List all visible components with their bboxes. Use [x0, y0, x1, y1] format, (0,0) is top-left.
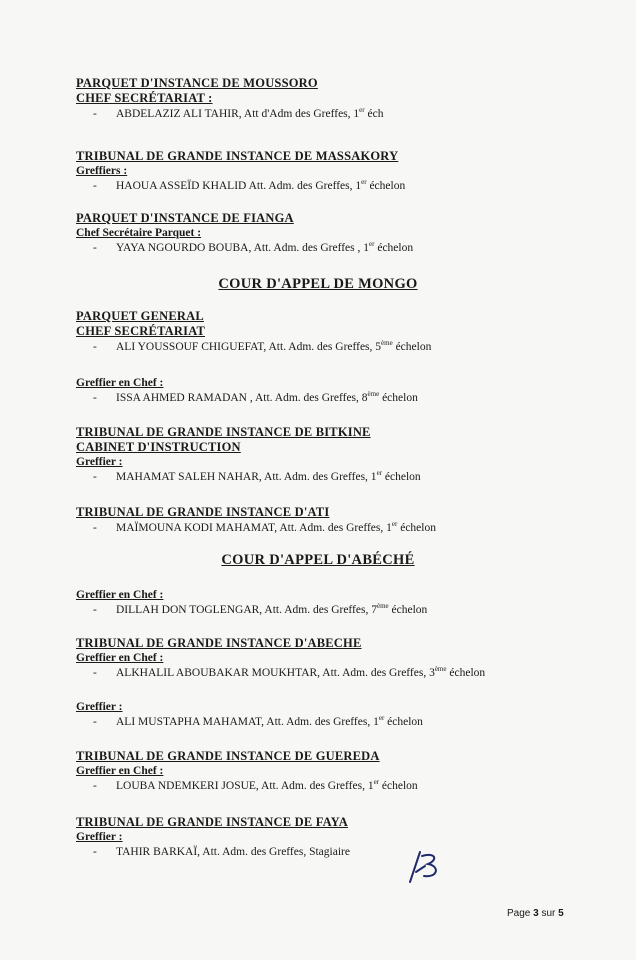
section-tgi-massakory: [76, 149, 616, 194]
bullet-dash: -: [93, 780, 97, 792]
page-number: Page 3 sur 5: [507, 908, 564, 919]
section-tgi-ati: [76, 505, 616, 536]
section-greffier-chef-mongo: [76, 376, 616, 406]
section-title: TRIBUNAL DE GRANDE INSTANCE DE BITKINE: [76, 425, 371, 439]
bullet-dash: -: [93, 716, 97, 728]
section-parquet-fianga: [76, 211, 616, 256]
list-item: - ISSA AHMED RAMADAN , Att. Adm. des Greffes, 8ème échelon: [93, 390, 418, 404]
section-role: Greffier en Chef :: [76, 377, 164, 389]
bullet-dash: -: [93, 242, 97, 254]
section-role: Greffier en Chef :: [76, 589, 164, 601]
section-title: TRIBUNAL DE GRANDE INSTANCE D'ABECHE: [76, 636, 362, 650]
section-title: PARQUET D'INSTANCE DE FIANGA: [76, 211, 294, 225]
list-item: - ALI YOUSSOUF CHIGUEFAT, Att. Adm. des Greffes, 5ème échelon: [93, 339, 432, 353]
section-role: Greffier :: [76, 831, 123, 843]
bullet-dash: -: [93, 392, 97, 404]
list-item: - TAHIR BARKAÏ, Att. Adm. des Greffes, Stagiaire: [93, 846, 350, 858]
handwritten-initials-signature: [404, 846, 444, 886]
list-item: - MAHAMAT SALEH NAHAR, Att. Adm. des Greffes, 1er échelon: [93, 469, 421, 483]
list-item: - MAÏMOUNA KODI MAHAMAT, Att. Adm. des Greffes, 1er échelon: [93, 520, 436, 534]
section-role: Greffier :: [76, 456, 123, 468]
bullet-dash: -: [93, 846, 97, 858]
section-greffier-chef-abeche: [76, 588, 616, 618]
section-title: TRIBUNAL DE GRANDE INSTANCE DE GUEREDA: [76, 749, 380, 763]
section-title: TRIBUNAL DE GRANDE INSTANCE DE FAYA: [76, 815, 348, 829]
list-item: - HAOUA ASSEÏD KHALID Att. Adm. des Greffes, 1er échelon: [93, 178, 406, 192]
bullet-dash: -: [93, 667, 97, 679]
section-parquet-general: [76, 309, 616, 355]
bullet-dash: -: [93, 108, 97, 120]
section-role: Chef Secrétaire Parquet :: [76, 227, 202, 239]
list-item: - DILLAH DON TOGLENGAR, Att. Adm. des Greffes, 7ème échelon: [93, 602, 428, 616]
list-item: - YAYA NGOURDO BOUBA, Att. Adm. des Greffes , 1er échelon: [93, 240, 414, 254]
list-item: - ABDELAZIZ ALI TAHIR, Att d'Adm des Greffes, 1er éch: [93, 106, 384, 120]
bullet-dash: -: [93, 180, 97, 192]
section-title: TRIBUNAL DE GRANDE INSTANCE D'ATI: [76, 505, 330, 519]
section-tgi-faya: [76, 815, 616, 860]
section-role: Greffier :: [76, 701, 123, 713]
section-tgi-abeche: [76, 636, 616, 681]
section-greffier-abeche: [76, 700, 616, 730]
section-tgi-guereda: [76, 749, 616, 794]
section-title: PARQUET GENERAL: [76, 309, 204, 323]
section-role: Greffier en Chef :: [76, 652, 164, 664]
court-heading-abeche: COUR D'APPEL D'ABÉCHÉ: [221, 552, 415, 568]
section-role: Greffier en Chef :: [76, 765, 164, 777]
section-role: CHEF SECRÉTARIAT :: [76, 91, 213, 105]
section-title: TRIBUNAL DE GRANDE INSTANCE DE MASSAKORY: [76, 149, 399, 163]
section-title: PARQUET D'INSTANCE DE MOUSSORO: [76, 76, 318, 90]
list-item: - LOUBA NDEMKERI JOSUE, Att. Adm. des Greffes, 1er échelon: [93, 778, 418, 792]
bullet-dash: -: [93, 471, 97, 483]
section-tgi-bitkine: [76, 425, 616, 485]
section-parquet-moussoro: [76, 76, 616, 122]
section-role: Greffiers :: [76, 165, 128, 177]
list-item: - ALI MUSTAPHA MAHAMAT, Att. Adm. des Greffes, 1er échelon: [93, 714, 423, 728]
court-heading-mongo: COUR D'APPEL DE MONGO: [218, 276, 418, 292]
list-item: - ALKHALIL ABOUBAKAR MOUKHTAR, Att. Adm. des Greffes, 3ème échelon: [93, 665, 486, 679]
bullet-dash: -: [93, 604, 97, 616]
section-subtitle: CABINET D'INSTRUCTION: [76, 440, 241, 454]
section-role: CHEF SECRÉTARIAT: [76, 324, 206, 338]
bullet-dash: -: [93, 522, 97, 534]
bullet-dash: -: [93, 341, 97, 353]
